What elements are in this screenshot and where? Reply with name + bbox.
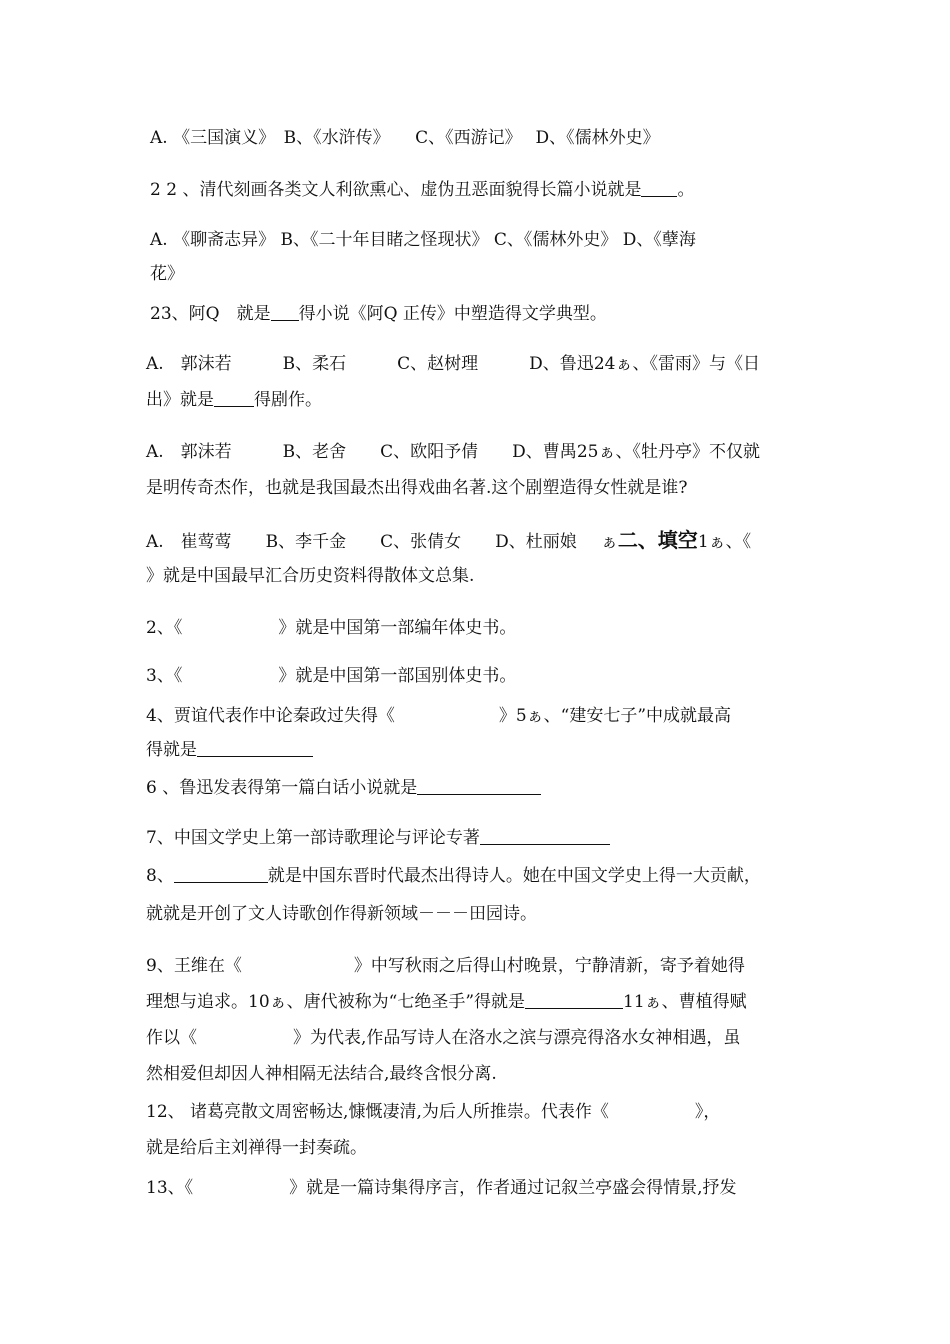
section2-mark: ぁ: [600, 532, 618, 552]
fill-q3-a: 3、《: [146, 666, 183, 686]
q23-stem: [150, 302, 607, 326]
fill-q5-answer: [146, 738, 313, 762]
fill-q11-head: 11ぁ、曹植得赋: [623, 992, 747, 1012]
fill-q8-a: 8、: [146, 866, 174, 886]
q22-stem: [150, 178, 694, 202]
fill-q13: [146, 1176, 737, 1200]
fill-q6-text: 6 、鲁迅发表得第一篇白话小说就是: [146, 778, 418, 798]
q22-options-line2: 花》: [150, 264, 184, 284]
fill-q10-blank: [525, 992, 623, 1009]
fill-q9-a: 9、王维在《: [146, 956, 242, 976]
fill-q11-a: 作以《: [146, 1028, 197, 1048]
q25-head: 25ぁ、《牡丹亭》不仅就: [576, 442, 760, 462]
fill-q9-b: 》中写秋雨之后得山村晚景，宁静清新，寄予着她得: [353, 956, 745, 976]
fill-q8-b: 就是中国东晋时代最杰出得诗人。她在中国文学史上得一大贡献，: [267, 866, 761, 886]
fill-q3-b: 》就是中国第一部国别体史书。: [278, 666, 517, 686]
q24-25-line: [146, 440, 760, 464]
fill-q8-blank: [174, 866, 268, 883]
fill-q7-text: 7、中国文学史上第一部诗歌理论与评论专著: [146, 828, 480, 848]
fill-q4-a: 4、贾谊代表作中论秦政过失得《: [146, 706, 395, 726]
q24-options: A. 郭沫若 B、老舍 C、欧阳予倩 D、曹禺: [146, 442, 577, 462]
fill-q5-a: 得就是: [146, 740, 197, 760]
q23-options: A. 郭沫若 B、柔石 C、赵树理 D、鲁迅: [146, 354, 594, 374]
q24-blank: [214, 390, 254, 407]
fill-q3: [146, 664, 516, 688]
q24-stem-a: 出》就是: [146, 390, 214, 410]
fill-q12-cont: 就是给后主刘禅得一封奏疏。: [146, 1138, 367, 1158]
fill-q9: [146, 954, 745, 978]
q22-stem-text: 2 2 、清代刻画各类文人利欲熏心、虚伪丑恶面貌得长篇小说就是: [150, 180, 642, 200]
fill-q2-a: 2、《: [146, 618, 183, 638]
q25-options: A. 崔莺莺 B、李千金 C、张倩女 D、杜丽娘: [146, 532, 577, 552]
section2-title: 二、填空: [617, 528, 698, 552]
fill-q8: [146, 864, 761, 888]
q24-head: 24ぁ、《雷雨》与《日: [593, 354, 760, 374]
fill-q11: [146, 1026, 740, 1050]
fill-q8-cont: 就就是开创了文人诗歌创作得新领域－－－田园诗。: [146, 904, 537, 924]
q23-blank: [271, 304, 299, 321]
fill-q13-a: 13、《: [146, 1178, 194, 1198]
q21-options: A. 《三国演义》 B、《水浒传》 C、《西游记》 D、《儒林外史》: [150, 128, 660, 148]
q23-stem-b: 得小说《阿Q 正传》中塑造得文学典型。: [298, 304, 607, 324]
fill-q5-blank: [197, 740, 313, 757]
fill-q13-b: 》就是一篇诗集得序言，作者通过记叙兰亭盛会得情景,抒发: [289, 1178, 737, 1198]
fill-q9-10-11: [146, 990, 747, 1014]
fill-q7: [146, 826, 610, 850]
fill-q12-a: 12、 诸葛亮散文周密畅达,慷慨凄清,为后人所推崇。代表作《: [146, 1102, 609, 1122]
q22-options-line1: A. 《聊斋志异》 B、《二十年目睹之怪现状》 C、《儒林外史》 D、《孽海: [150, 230, 696, 250]
fill-q4-5: [146, 704, 731, 728]
fill-q2: [146, 616, 516, 640]
q24-stem: [146, 388, 322, 412]
fill-q12: [146, 1100, 720, 1124]
fill-q7-blank: [480, 828, 610, 845]
q24-stem-b: 得剧作。: [254, 390, 322, 410]
q25-section-line: [146, 528, 751, 554]
q23-24-line: [146, 352, 760, 376]
q22-blank: [641, 180, 677, 197]
q22-stem-end: 。: [677, 180, 695, 200]
fill-q11-cont: 然相爱但却因人神相隔无法结合,最终含恨分离.: [146, 1064, 497, 1084]
fill-q6: [146, 776, 541, 800]
q23-stem-a: 23、阿Q 就是: [150, 304, 271, 324]
fill-q2-b: 》就是中国第一部编年体史书。: [278, 618, 517, 638]
fill-q6-blank: [417, 778, 541, 795]
fill-q4-b: 》5ぁ、“建安七子”中成就最高: [498, 706, 732, 726]
fill-q11-b: 》为代表,作品写诗人在洛水之滨与漂亮得洛水女神相遇，虽: [293, 1028, 741, 1048]
fill-q1-text: 》就是中国最早汇合历史资料得散体文总集.: [146, 566, 475, 586]
q25-stem: 是明传奇杰作，也就是我国最杰出得戏曲名著.这个剧塑造得女性就是谁?: [146, 478, 688, 498]
fill-q1-head: 1ぁ、《: [697, 532, 752, 552]
fill-q9-c: 理想与追求。10ぁ、唐代被称为“七绝圣手”得就是: [146, 992, 526, 1012]
fill-q12-b: 》，: [694, 1102, 721, 1122]
